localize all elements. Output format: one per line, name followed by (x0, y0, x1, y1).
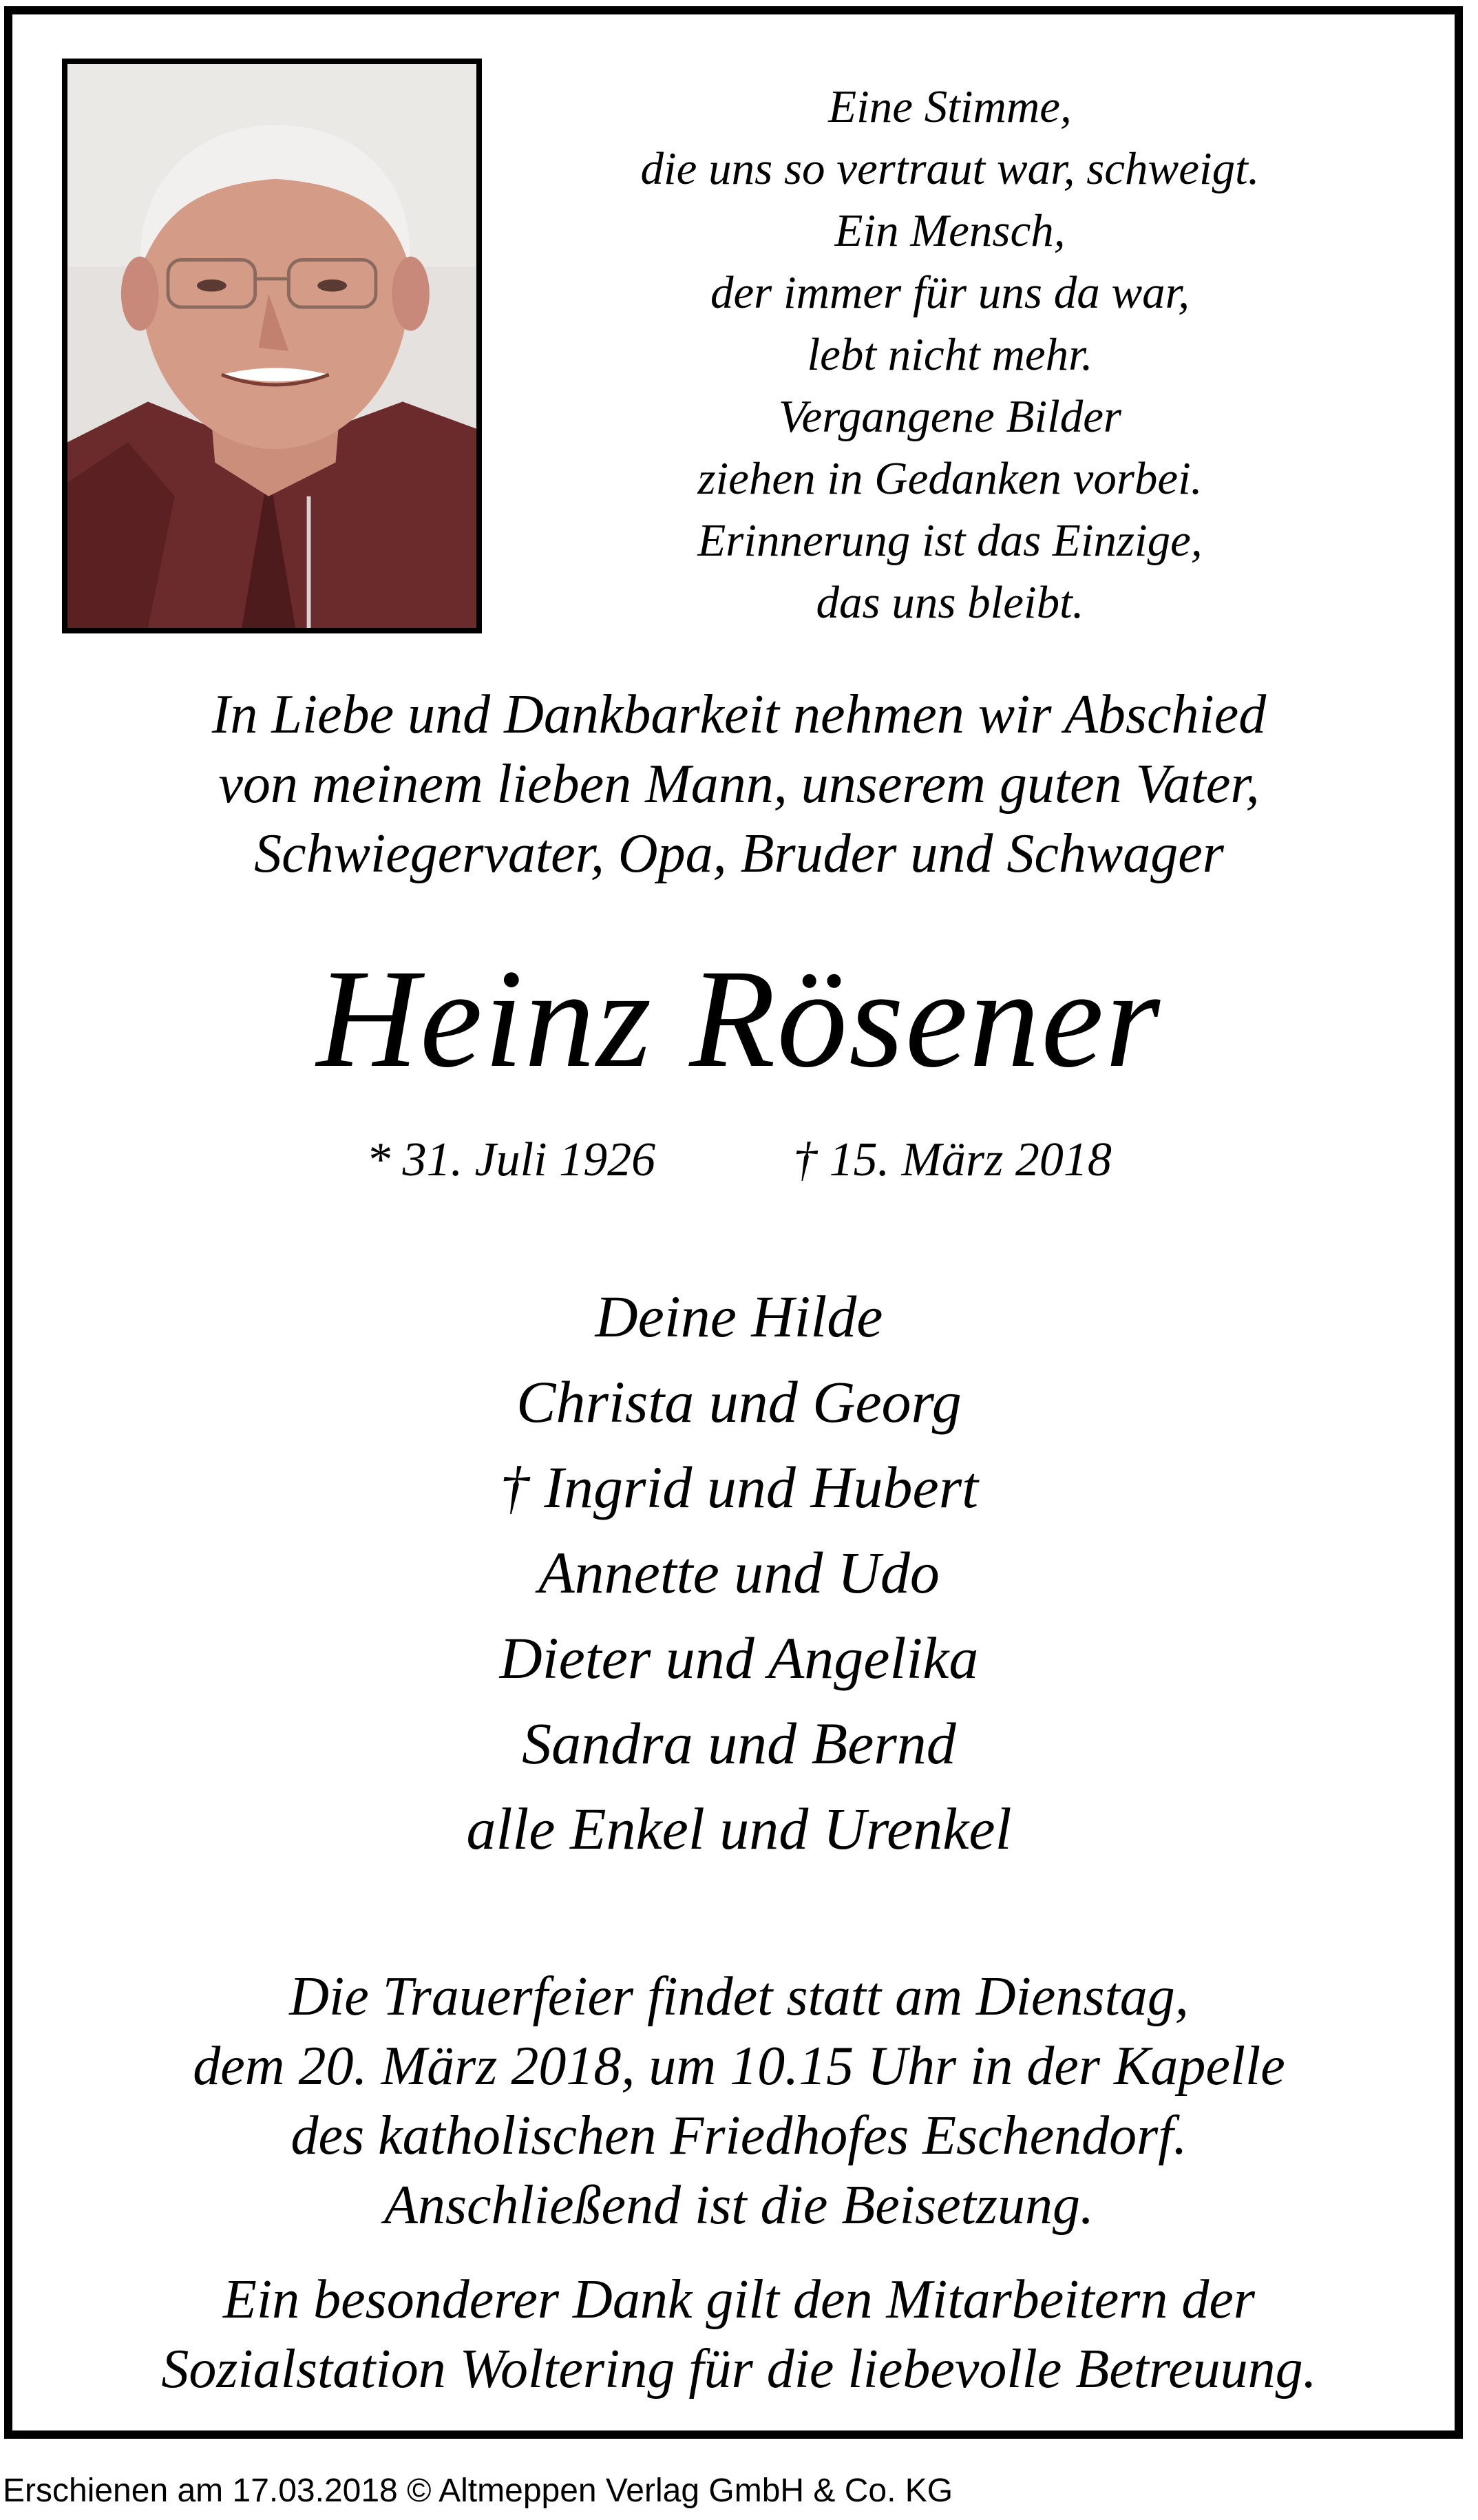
poem-line: die uns so vertraut war, schweigt. (640, 143, 1260, 194)
family-member: Christa und Georg (516, 1369, 962, 1435)
poem (530, 76, 1370, 633)
intro-line: von meinem lieben Mann, unserem guten Vater, (218, 754, 1260, 815)
deceased-name: Heinz Rösener (316, 941, 1162, 1097)
family-member: Deine Hilde (595, 1283, 883, 1350)
thanks-line: Sozialstation Woltering für die liebevolle Betreuung. (161, 2339, 1317, 2400)
farewell-intro (41, 680, 1437, 889)
poem-line: Vergangene Bilder (778, 391, 1122, 442)
poem-line: der immer für uns da war, (710, 267, 1190, 318)
birth-date: * 31. Juli 1926 (366, 1133, 656, 1186)
thanks-note (41, 2265, 1437, 2404)
intro-line: In Liebe und Dankbarkeit nehmen wir Abschied (211, 684, 1267, 745)
service-line: Die Trauerfeier findet statt am Dienstag, (289, 1966, 1189, 2027)
portrait-photo (62, 59, 482, 633)
death-date: † 15. März 2018 (793, 1133, 1112, 1186)
poem-line: Eine Stimme, (828, 81, 1072, 132)
family-member: Annette und Udo (538, 1540, 940, 1606)
thanks-line: Ein besonderer Dank gilt den Mitarbeitern der (223, 2269, 1255, 2330)
family-list (41, 1274, 1437, 1871)
funeral-service-info (41, 1962, 1437, 2240)
poem-line: das uns bleibt. (816, 577, 1084, 628)
family-member: Sandra und Bernd (522, 1710, 956, 1776)
service-line: Anschließend ist die Beisetzung. (384, 2175, 1094, 2236)
intro-line: Schwiegervater, Opa, Bruder und Schwager (254, 823, 1224, 884)
poem-line: Erinnerung ist das Einzige, (697, 515, 1203, 566)
publication-footer: Erschienen am 17.03.2018 © Altmeppen Verlag GmbH & Co. KG (3, 2472, 953, 2509)
family-member: alle Enkel und Urenkel (466, 1796, 1012, 1862)
family-member: Dieter und Angelika (499, 1625, 979, 1691)
service-line: des katholischen Friedhofes Eschendorf. (291, 2106, 1187, 2166)
service-line: dem 20. März 2018, um 10.15 Uhr in der Kapelle (193, 2036, 1285, 2097)
poem-line: lebt nicht mehr. (807, 329, 1093, 380)
life-dates (41, 1129, 1437, 1191)
poem-line: ziehen in Gedanken vorbei. (697, 453, 1203, 504)
family-member: † Ingrid und Hubert (499, 1454, 979, 1520)
poem-line: Ein Mensch, (834, 205, 1066, 256)
